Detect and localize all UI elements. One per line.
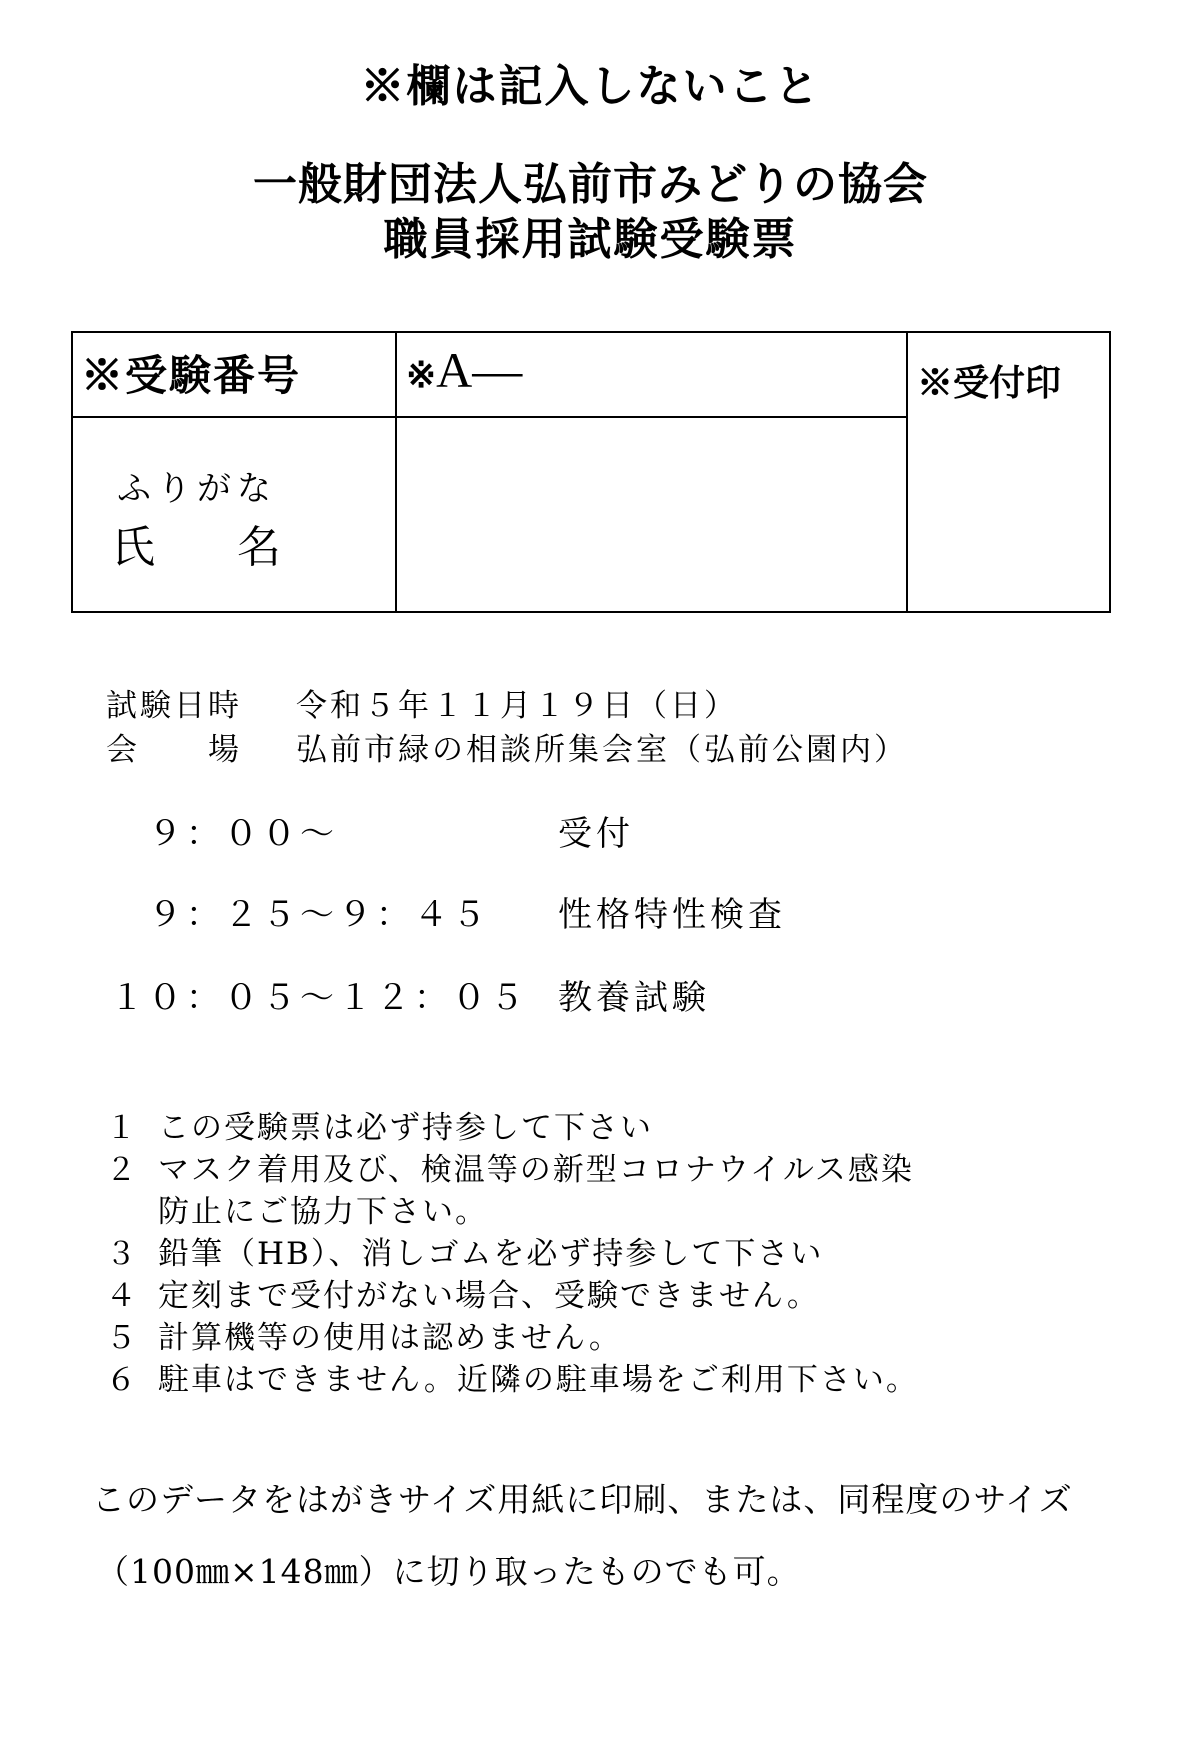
print-instruction-line1: このデータをはがきサイズ用紙に印刷、または、同程度のサイズ xyxy=(92,1480,1073,1519)
table-divider-col2 xyxy=(906,331,908,613)
table-border-left xyxy=(71,331,73,613)
table-border-right xyxy=(1109,331,1111,613)
note-text: 防止にご協力下さい。 xyxy=(158,1194,488,1230)
note-number: ６ xyxy=(105,1362,139,1398)
exam-datetime-label: 試験日時 xyxy=(106,688,242,724)
table-divider-col1 xyxy=(395,331,397,613)
table-border-bottom xyxy=(71,611,1111,613)
note-text: 鉛筆（HB）、消しゴムを必ず持参して下さい xyxy=(158,1236,824,1272)
reception-stamp-cell xyxy=(913,337,1103,605)
exam-venue-label: 会 場 xyxy=(106,732,242,768)
schedule-item xyxy=(148,806,634,855)
exam-number-text: A— xyxy=(436,342,523,398)
note-item xyxy=(86,1102,653,1147)
name-label-first: 氏 xyxy=(111,522,155,573)
schedule-time: １０：０５～１２：０５ xyxy=(110,978,528,1018)
note-item xyxy=(86,1312,622,1357)
note-number: ４ xyxy=(105,1278,139,1314)
admission-ticket-table xyxy=(71,331,1111,613)
note-item xyxy=(86,1144,914,1189)
name-label-second: 名 xyxy=(237,522,281,573)
exam-number-label: ※受験番号 xyxy=(81,351,302,400)
exam-datetime-row xyxy=(106,680,738,725)
note-item xyxy=(86,1228,823,1273)
print-instruction-line2: （100㎜×148㎜）に切り取ったものでも可。 xyxy=(96,1552,801,1591)
reception-stamp-label: ※受付印 xyxy=(917,362,1062,404)
note-item xyxy=(86,1270,820,1315)
note-text: この受験票は必ず持参して下さい xyxy=(158,1110,653,1146)
schedule-item xyxy=(110,970,710,1019)
note-number: １ xyxy=(105,1110,139,1146)
exam-datetime-value: 令和５年１１月１９日（日） xyxy=(296,688,738,724)
schedule-time: ９：００～ xyxy=(148,814,338,854)
note-item xyxy=(86,1186,488,1231)
note-text: 定刻まで受付がない場合、受験できません。 xyxy=(158,1278,820,1314)
table-border-top xyxy=(71,331,1111,333)
organization-name: 一般財団法人弘前市みどりの協会 xyxy=(253,159,928,210)
note-number: ３ xyxy=(105,1236,139,1272)
schedule-activity: 教養試験 xyxy=(558,978,710,1018)
notice-heading: ※欄は記入しないこと xyxy=(360,61,821,112)
name-label xyxy=(111,511,281,575)
schedule-time: ９：２５～９：４５ xyxy=(148,895,490,935)
table-divider-row xyxy=(71,416,907,418)
name-entry-cell[interactable] xyxy=(401,423,901,605)
exam-number-prefix: ※ xyxy=(406,354,437,396)
note-item xyxy=(86,1354,919,1399)
schedule-item xyxy=(148,887,786,936)
document-title: 職員採用試験受験票 xyxy=(383,214,798,265)
exam-venue-value: 弘前市緑の相談所集会室（弘前公園内） xyxy=(296,732,908,768)
note-text: 計算機等の使用は認めません。 xyxy=(158,1320,622,1356)
schedule-activity: 性格特性検査 xyxy=(558,895,786,935)
exam-venue-row xyxy=(106,724,908,769)
furigana-label: ふりがな xyxy=(117,469,277,509)
note-number: ２ xyxy=(105,1152,139,1188)
exam-number-value xyxy=(406,341,522,399)
note-text: マスク着用及び、検温等の新型コロナウイルス感染 xyxy=(158,1152,914,1188)
schedule-activity: 受付 xyxy=(558,814,634,854)
note-number: ５ xyxy=(105,1320,139,1356)
note-text: 駐車はできません。近隣の駐車場をご利用下さい。 xyxy=(158,1362,919,1398)
